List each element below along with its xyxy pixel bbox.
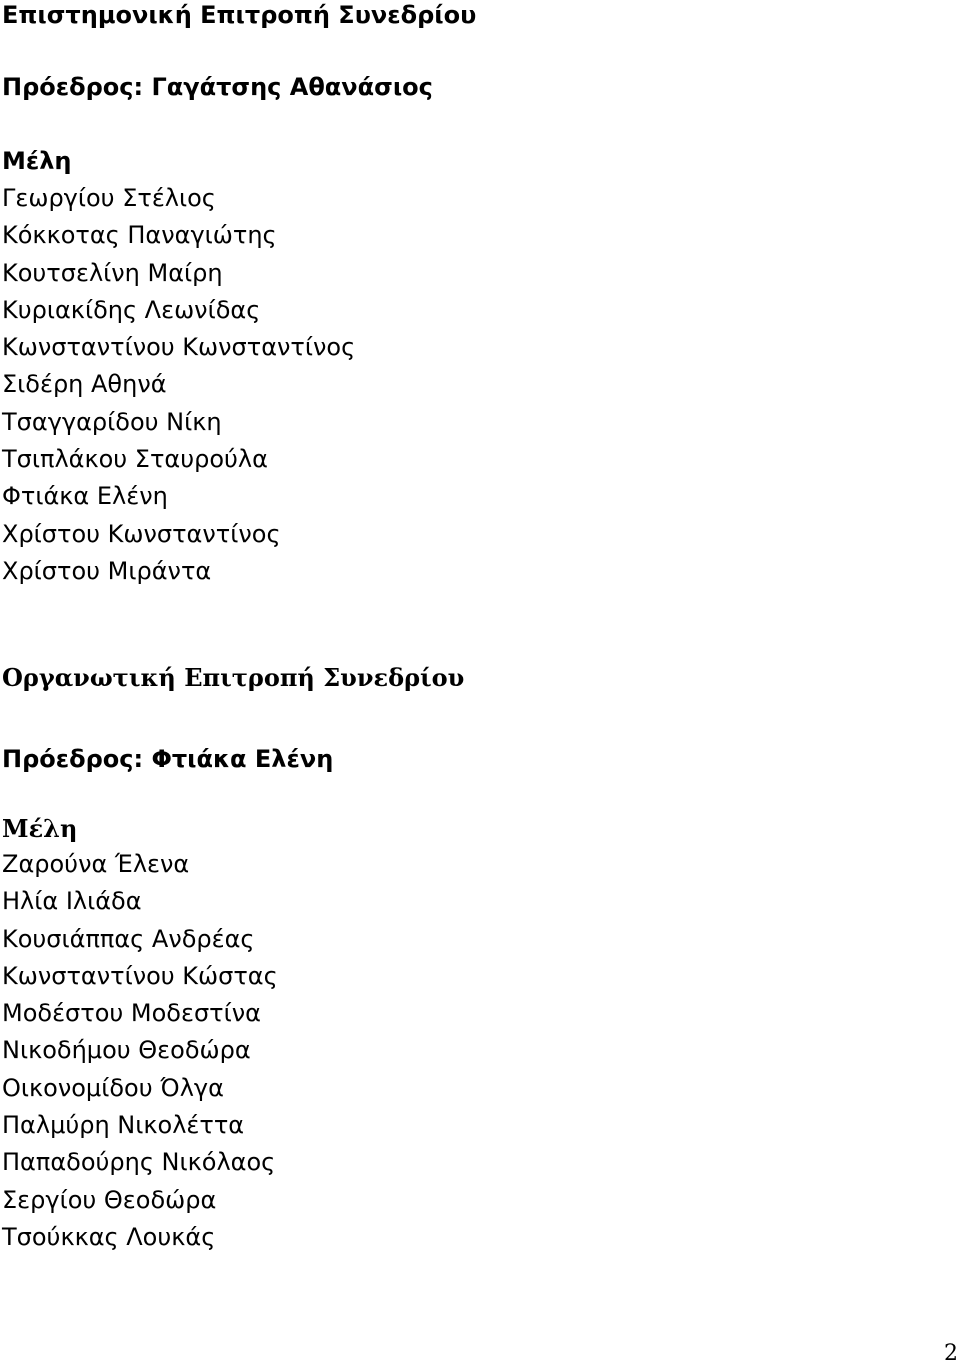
member-name: Χρίστου Κωνσταντίνος <box>2 519 281 548</box>
member-name: Κυριακίδης Λεωνίδας <box>2 295 261 324</box>
member-name: Τσούκκας Λουκάς <box>2 1222 216 1251</box>
organizing-committee-president: Πρόεδρος: Φτιάκα Ελένη <box>2 745 334 773</box>
organizing-committee-members-list <box>2 846 278 1256</box>
member-name: Σεργίου Θεοδώρα <box>2 1185 217 1214</box>
scientific-committee-members-list <box>2 180 355 590</box>
member-name: Παπαδούρης Νικόλαος <box>2 1148 276 1177</box>
member-name: Παλμύρη Νικολέττα <box>2 1111 245 1140</box>
member-name: Κουσιάππας Ανδρέας <box>2 924 255 953</box>
member-name: Οικονομίδου Όλγα <box>2 1073 224 1102</box>
organizing-committee-heading: Οργανωτική Επιτροπή Συνεδρίου <box>2 663 465 692</box>
member-name: Νικοδήμου Θεοδώρα <box>2 1036 251 1065</box>
member-name: Ηλία Ιλιάδα <box>2 887 142 916</box>
member-name: Χρίστου Μιράντα <box>2 556 212 585</box>
scientific-committee-president: Πρόεδρος: Γαγάτσης Αθανάσιος <box>2 73 433 101</box>
scientific-committee-members-heading: Μέλη <box>2 147 72 175</box>
member-name: Φτιάκα Ελένη <box>2 482 168 511</box>
member-name: Κωνσταντίνου Κώστας <box>2 961 278 990</box>
member-name: Κόκκοτας Παναγιώτης <box>2 221 277 250</box>
member-name: Τσιπλάκου Σταυρούλα <box>2 445 268 474</box>
member-name: Τσαγγαρίδου Νίκη <box>2 407 222 436</box>
member-name: Γεωργίου Στέλιος <box>2 184 216 212</box>
member-name: Σιδέρη Αθηνά <box>2 370 167 399</box>
member-name: Ζαρούνα Έλενα <box>2 850 190 878</box>
member-name: Μοδέστου Μοδεστίνα <box>2 999 261 1028</box>
member-name: Κουτσελίνη Μαίρη <box>2 258 223 287</box>
page-number: 2 <box>944 1341 958 1366</box>
organizing-committee-members-heading: Μέλη <box>2 814 78 843</box>
member-name: Κωνσταντίνου Κωνσταντίνος <box>2 333 356 362</box>
scientific-committee-heading: Επιστημονική Επιτροπή Συνεδρίου <box>2 1 477 29</box>
